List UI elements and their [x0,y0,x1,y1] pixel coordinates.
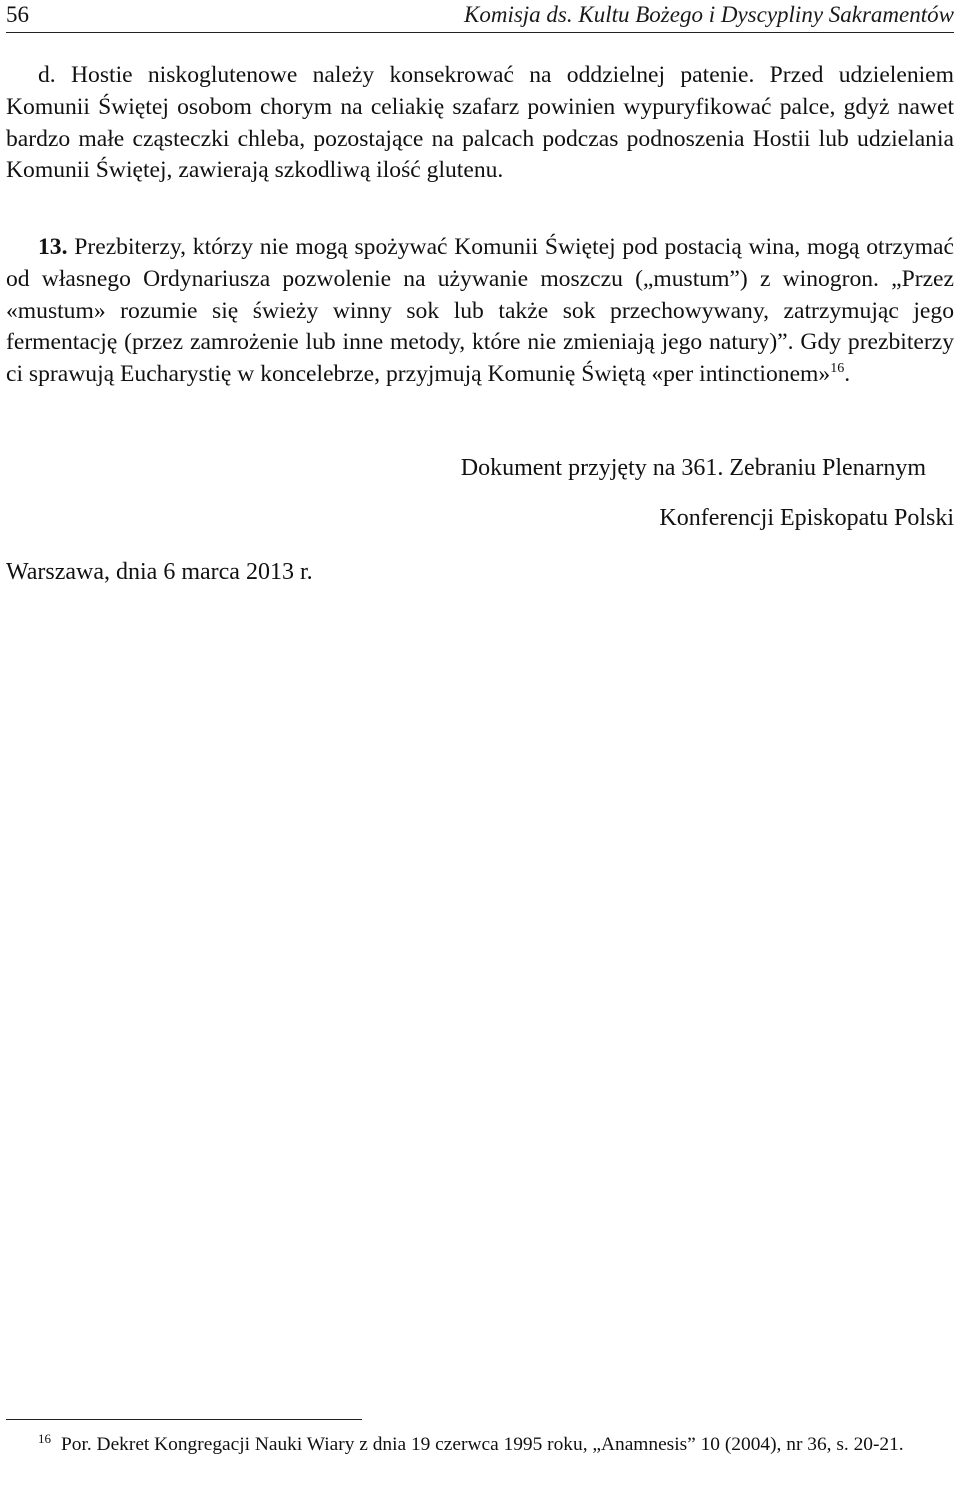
footnote-divider [6,1419,362,1420]
page-number: 56 [6,2,29,27]
footnote-16 [6,1432,954,1458]
paragraph-13 [6,232,954,391]
adoption-note: Dokument przyjęty na 361. Zebraniu Plenarnym [460,455,926,481]
conference-name: Konferencji Episkopatu Polski [659,505,954,531]
footnote-text: Por. Dekret Kongregacji Nauki Wiary z dnia 19 czerwca 1995 roku, „Anamnesis” 10 (2004), nr 36, s. 20-21. [61,1434,904,1455]
paragraph-13-number: 13. [38,234,68,260]
paragraph-13-end: . [844,361,851,388]
running-title: Komisja ds. Kultu Bożego i Dyscypliny Sakramentów [464,2,954,27]
paragraph-d-text: d. Hostie niskoglutenowe należy konsekrować na oddzielnej patenie. Przed udzieleniem Komunii Świętej osobom chorym na celiakię szafarz powinien wypuryfikować palce, gdyż nawet bardzo małe cząsteczki chleba, pozostające na palcach podczas podnoszenia Hostii lub udzielania Komunii Świętej, zawierają szkodliwą ilość glutenu. [6,62,954,184]
footnote-reference[interactable]: 16 [830,361,845,377]
page-header [6,0,954,33]
footnote-mark: 16 [38,1430,51,1446]
paragraph-13-text: Prezbiterzy, którzy nie mogą spożywać Komunii Świętej pod postacią wina, mogą otrzymać od własnego Ordynariusza pozwolenie na używanie moszczu („mustum”) z winogron. „Przez «mustum» rozumie się świeży winny sok lub także sok przechowywany, zatrzymując jego fermentację (przez zamrożenie lub inne metody, które nie zmieniają jego natury)”. Gdy prezbiterzy ci sprawują Eucharystię w koncelebrze, przyjmują Komunię Świętą «per intinctionem» [6,234,954,388]
paragraph-d [6,60,954,187]
place-and-date: Warszawa, dnia 6 marca 2013 r. [6,559,313,585]
